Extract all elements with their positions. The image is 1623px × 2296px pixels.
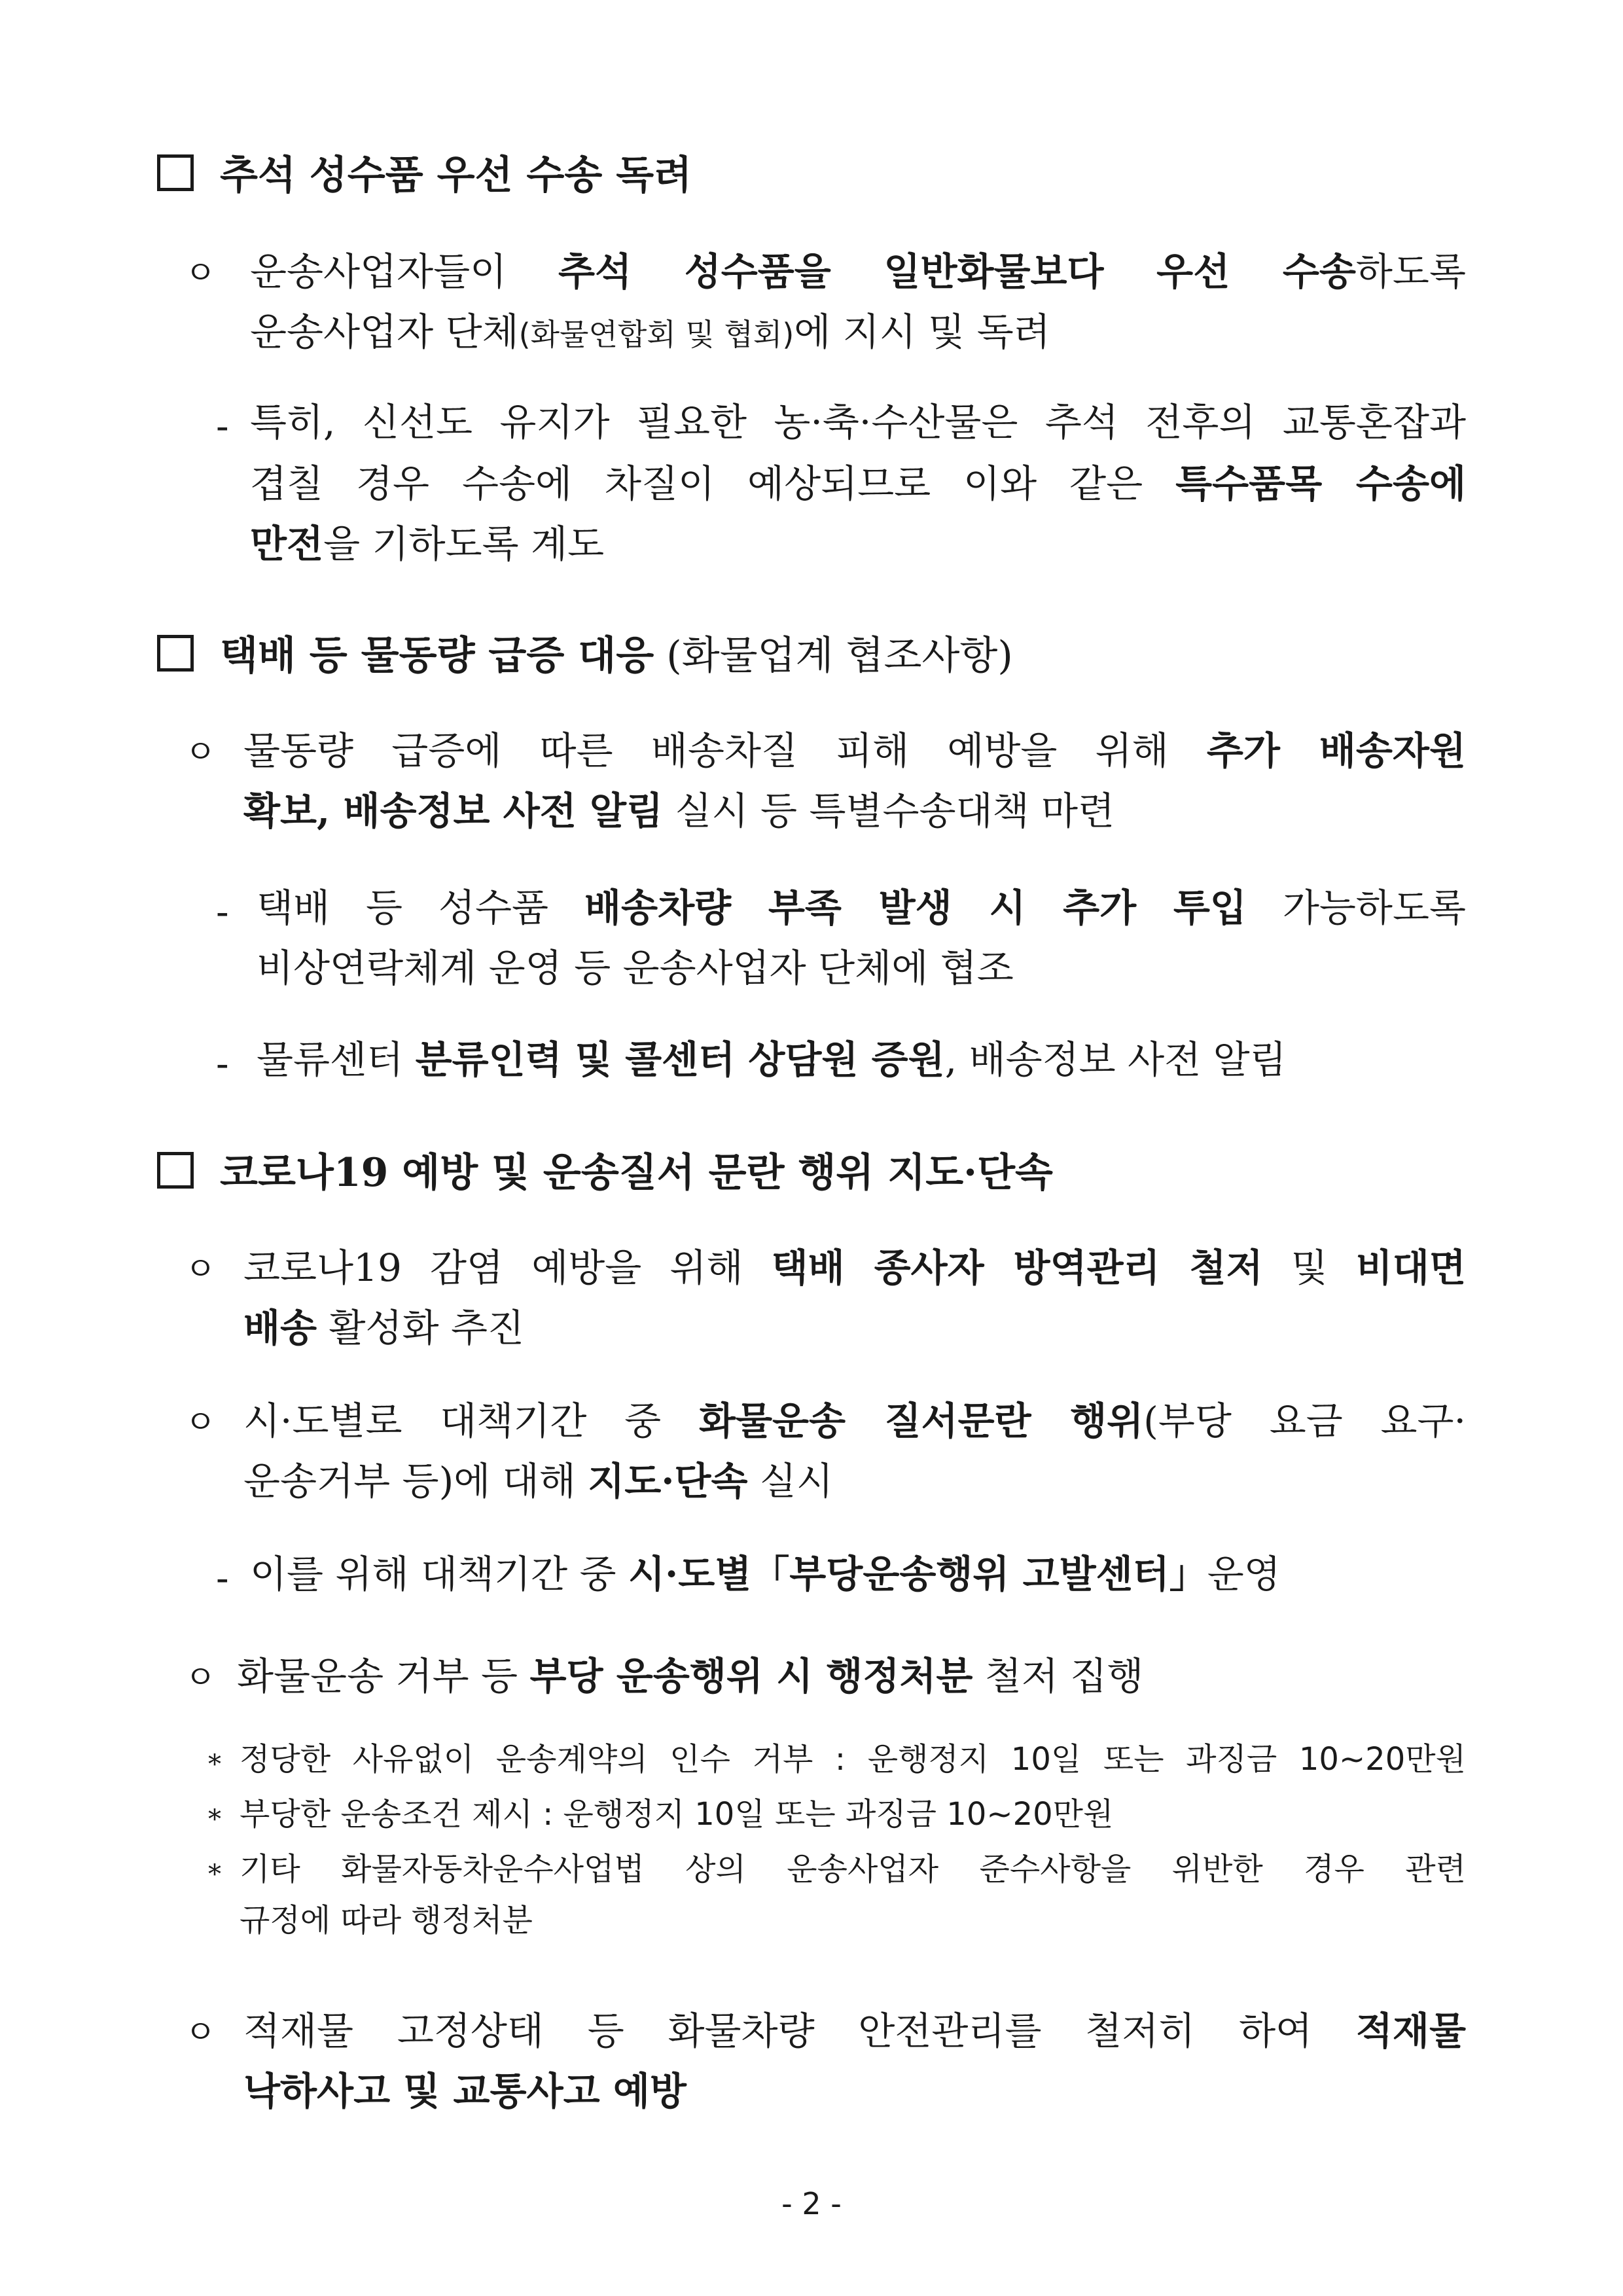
note-3-line2: 규정에 따라 행정처분 xyxy=(240,1902,533,1939)
sec3-bullet4-line2: 낙하사고 및 교통사고 예방 xyxy=(243,2069,687,2113)
section-1-title: 추석 성수품 우선 수송 독려 xyxy=(220,152,692,198)
dash-marker: - xyxy=(216,1556,229,1600)
sec3-bullet4-line1: 적재물 고정상태 등 화물차량 안전관리를 철저히 하여 적재물 xyxy=(243,2009,1466,2053)
sec1-dash1-line2: 겹칠 경우 수송에 차질이 예상되므로 이와 같은 특수품목 수송에 xyxy=(250,461,1467,506)
section-2-heading: 택배 등 물동량 급증 대응 (화물업계 협조사항) xyxy=(157,635,1013,675)
section-2-title: 택배 등 물동량 급증 대응 xyxy=(220,633,654,679)
bullet-circle-icon: ㅇ xyxy=(185,1250,217,1288)
note-3-line1: 기타 화물자동차운수사업법 상의 운송사업자 준수사항을 위반한 경우 관련 xyxy=(240,1851,1466,1888)
bullet-circle-icon: ㅇ xyxy=(185,733,217,771)
sec3-bullet1-line1: 코로나19 감염 예방을 위해 택배 종사자 방역관리 철저 및 비대면 xyxy=(243,1246,1466,1290)
note-asterisk-icon: * xyxy=(208,1804,221,1835)
sec2-bullet1-line2: 확보, 배송정보 사전 알림 실시 등 특별수송대책 마련 xyxy=(243,789,1115,833)
note-2: 부당한 운송조건 제시 : 운행정지 10일 또는 과징금 10∼20만원 xyxy=(240,1796,1114,1833)
bullet-circle-icon: ㅇ xyxy=(185,254,217,292)
sec1-bullet1-line1: 운송사업자들이 추석 성수품을 일반화물보다 우선 수송하도록 xyxy=(250,249,1466,294)
sec1-dash1-line3: 만전을 기하도록 계도 xyxy=(250,522,605,566)
sec2-dash2-line1: 물류센터 분류인력 및 콜센터 상담원 증원, 배송정보 사전 알림 xyxy=(257,1037,1287,1082)
sec1-bullet1-line2: 운송사업자 단체(화물연합회 및 협회)에 지시 및 독려 xyxy=(250,310,1050,354)
section-3-title: 코로나19 예방 및 운송질서 문란 행위 지도·단속 xyxy=(220,1150,1053,1196)
note-asterisk-icon: * xyxy=(208,1859,221,1890)
sec2-bullet1-line1: 물동량 급증에 따른 배송차질 피해 예방을 위해 추가 배송자원 xyxy=(243,728,1466,773)
dash-marker: - xyxy=(216,404,229,448)
page-number: - 2 - xyxy=(781,2186,842,2221)
note-asterisk-icon: * xyxy=(208,1749,221,1780)
dash-marker: - xyxy=(216,1041,229,1086)
bullet-circle-icon: ㅇ xyxy=(185,2013,217,2051)
section-3-heading xyxy=(157,1150,1053,1196)
dash-marker: - xyxy=(216,889,229,934)
sec3-bullet1-line2: 배송 활성화 추진 xyxy=(243,1306,525,1350)
sec1-dash1-line1: 특히, 신선도 유지가 필요한 농·축·수산물은 추석 전후의 교통혼잡과 xyxy=(250,400,1466,444)
note-1: 정당한 사유없이 운송계약의 인수 거부 : 운행정지 10일 또는 과징금 10∼20만원 xyxy=(240,1741,1466,1778)
sec2-dash1-line1: 택배 등 성수품 배송차량 부족 발생 시 추가 투입 가능하도록 xyxy=(257,886,1466,930)
section-1-heading xyxy=(157,152,692,198)
sec3-bullet2-line2: 운송거부 등)에 대해 지도·단속 실시 xyxy=(243,1459,833,1503)
sec3-bullet2-line1: 시·도별로 대책기간 중 화물운송 질서문란 행위(부당 요금 요구· xyxy=(243,1399,1467,1443)
sec3-bullet3-line1: 화물운송 거부 등 부당 운송행위 시 행정처분 철저 집행 xyxy=(237,1654,1144,1698)
checkbox-square-icon xyxy=(157,154,194,191)
sec3-dash1-line1: 이를 위해 대책기간 중 시·도별「부당운송행위 고발센터」운영 xyxy=(250,1552,1281,1596)
checkbox-square-icon xyxy=(157,1152,194,1189)
bullet-circle-icon: ㅇ xyxy=(185,1659,217,1696)
sec2-dash1-line2: 비상연락체계 운영 등 운송사업자 단체에 협조 xyxy=(257,946,1014,990)
bullet-circle-icon: ㅇ xyxy=(185,1403,217,1441)
checkbox-square-icon xyxy=(157,635,194,672)
